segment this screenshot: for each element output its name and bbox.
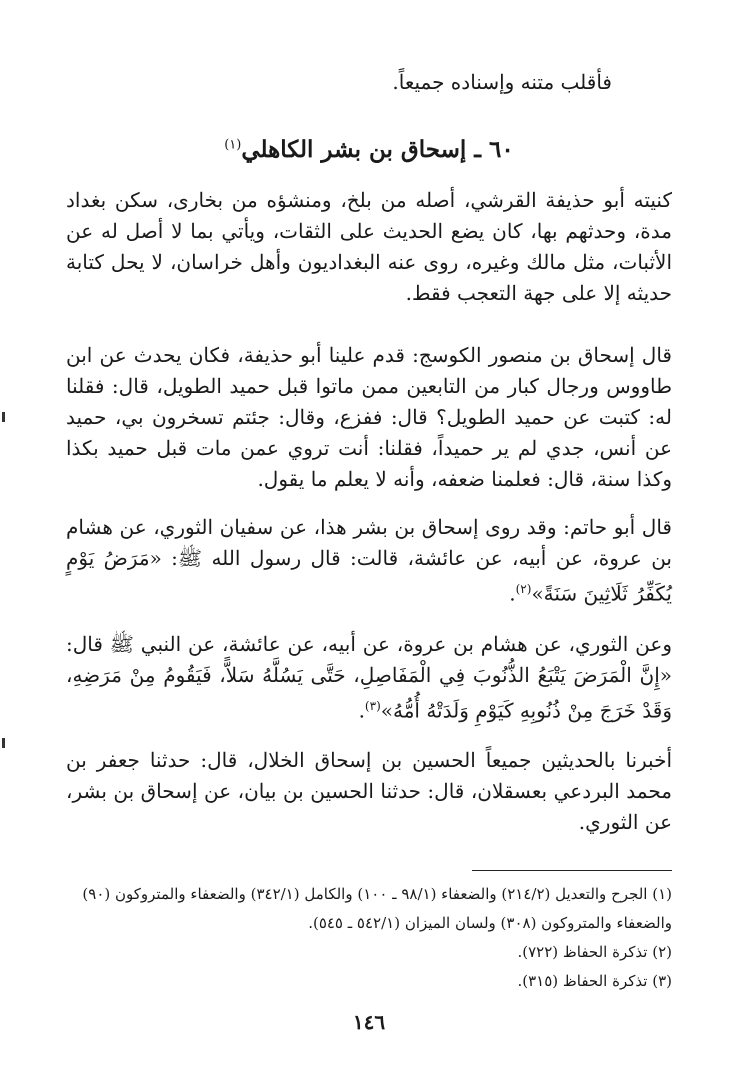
footnote-divider xyxy=(472,870,672,871)
paragraph-abu-hatim-text: قال أبو حاتم: وقد روى إسحاق بن بشر هذا، عن سفيان الثوري، عن هشام بن عروة، عن أبيه، عن عائشة، قالت: قال رسول الله ﷺ: «مَرَضُ يَوْمٍ يُكَفِّرُ ثَلَاثِينَ سَنَةً» xyxy=(66,515,672,606)
paragraph-thawri-hadith-end: . xyxy=(358,698,365,723)
scan-margin-mark xyxy=(2,412,5,422)
paragraph-abu-hatim-end: . xyxy=(509,581,516,606)
paragraph-kawsaj-report: قال إسحاق بن منصور الكوسج: قدم علينا أبو حذيفة، فكان يحدث عن ابن طاووس ورجال كبار من التابعين ممن ماتوا قبل حميد الطويل، قال: فقلنا له: كتبت عن حميد الطويل؟ قال: ففزع، وقال: جئتم تسخرون بي، حميد عن أنس، جدي لم ير حميداً، فقلنا: أنت تروي عمن مات قبل حميد بكذا وكذا سنة، قال: فعلمنا ضعفه، وأنه لا يعلم ما يقول. xyxy=(66,343,672,491)
footnotes xyxy=(66,880,672,996)
entry-heading xyxy=(66,136,672,163)
paragraph-isnad: أخبرنا بالحديثين جميعاً الحسين بن إسحاق الخلال، قال: حدثنا جعفر بن محمد البردعي بعسقلان، قال: حدثنا الحسين بن بيان، عن إسحاق بن بشر، عن الثوري. xyxy=(66,748,672,834)
paragraph-thawri-hadith-text: وعن الثوري، عن هشام بن عروة، عن أبيه، عن عائشة، عن النبي ﷺ قال: «إِنَّ الْمَرَضَ يَتْبَعُ الذُّنُوبَ فِي الْمَفَاصِلِ، حَتَّى يَسُلَّهُ سَلاًّ، فَيَقُومُ مِنْ مَرَضِهِ، وَقَدْ خَرَجَ مِنْ ذُنُوبِهِ كَيَوْمِ وَلَدَتْهُ أُمُّهُ» xyxy=(66,632,672,723)
scan-margin-mark xyxy=(2,738,5,748)
footnote-1: (١) الجرح والتعديل (٢١٤/٢) والضعفاء (٩٨/١ ـ ١٠٠) والكامل (٣٤٢/١) والضعفاء والمتروكون (٩٠) والضعفاء والمتروكون (٣٠٨) ولسان الميزان (٥٤٢/١ ـ ٥٤٥). xyxy=(82,885,672,932)
footnote-3: (٣) تذكرة الحفاظ (٣١٥). xyxy=(517,972,672,990)
heading-footnote-ref: (١) xyxy=(224,137,242,153)
entry-heading-text: ٦٠ ـ إسحاق بن بشر الكاهلي xyxy=(241,136,514,163)
paragraph-biography: كنيته أبو حذيفة القرشي، أصله من بلخ، ومنشؤه من بخارى، سكن بغداد مدة، وحدثهم بها، كان يضع الحديث على الثقات، ويأتي بما لا أصل له عن الأثبات، مثل مالك وغيره، روى عنه البغداديون وأهل خراسان، لا يحل كتابة حديثه إلا على جهة التعجب فقط. xyxy=(66,188,672,305)
footnote-2: (٢) تذكرة الحفاظ (٧٢٢). xyxy=(517,943,672,961)
paragraph-thawri-hadith xyxy=(66,629,672,727)
page-number: ١٤٦ xyxy=(352,1010,386,1034)
footnote-ref-2: (٢) xyxy=(515,582,532,596)
continuation-line: فأقلب متنه وإسناده جميعاً. xyxy=(392,70,612,94)
footnote-ref-3: (٣) xyxy=(364,699,381,713)
paragraph-abu-hatim xyxy=(66,512,672,610)
